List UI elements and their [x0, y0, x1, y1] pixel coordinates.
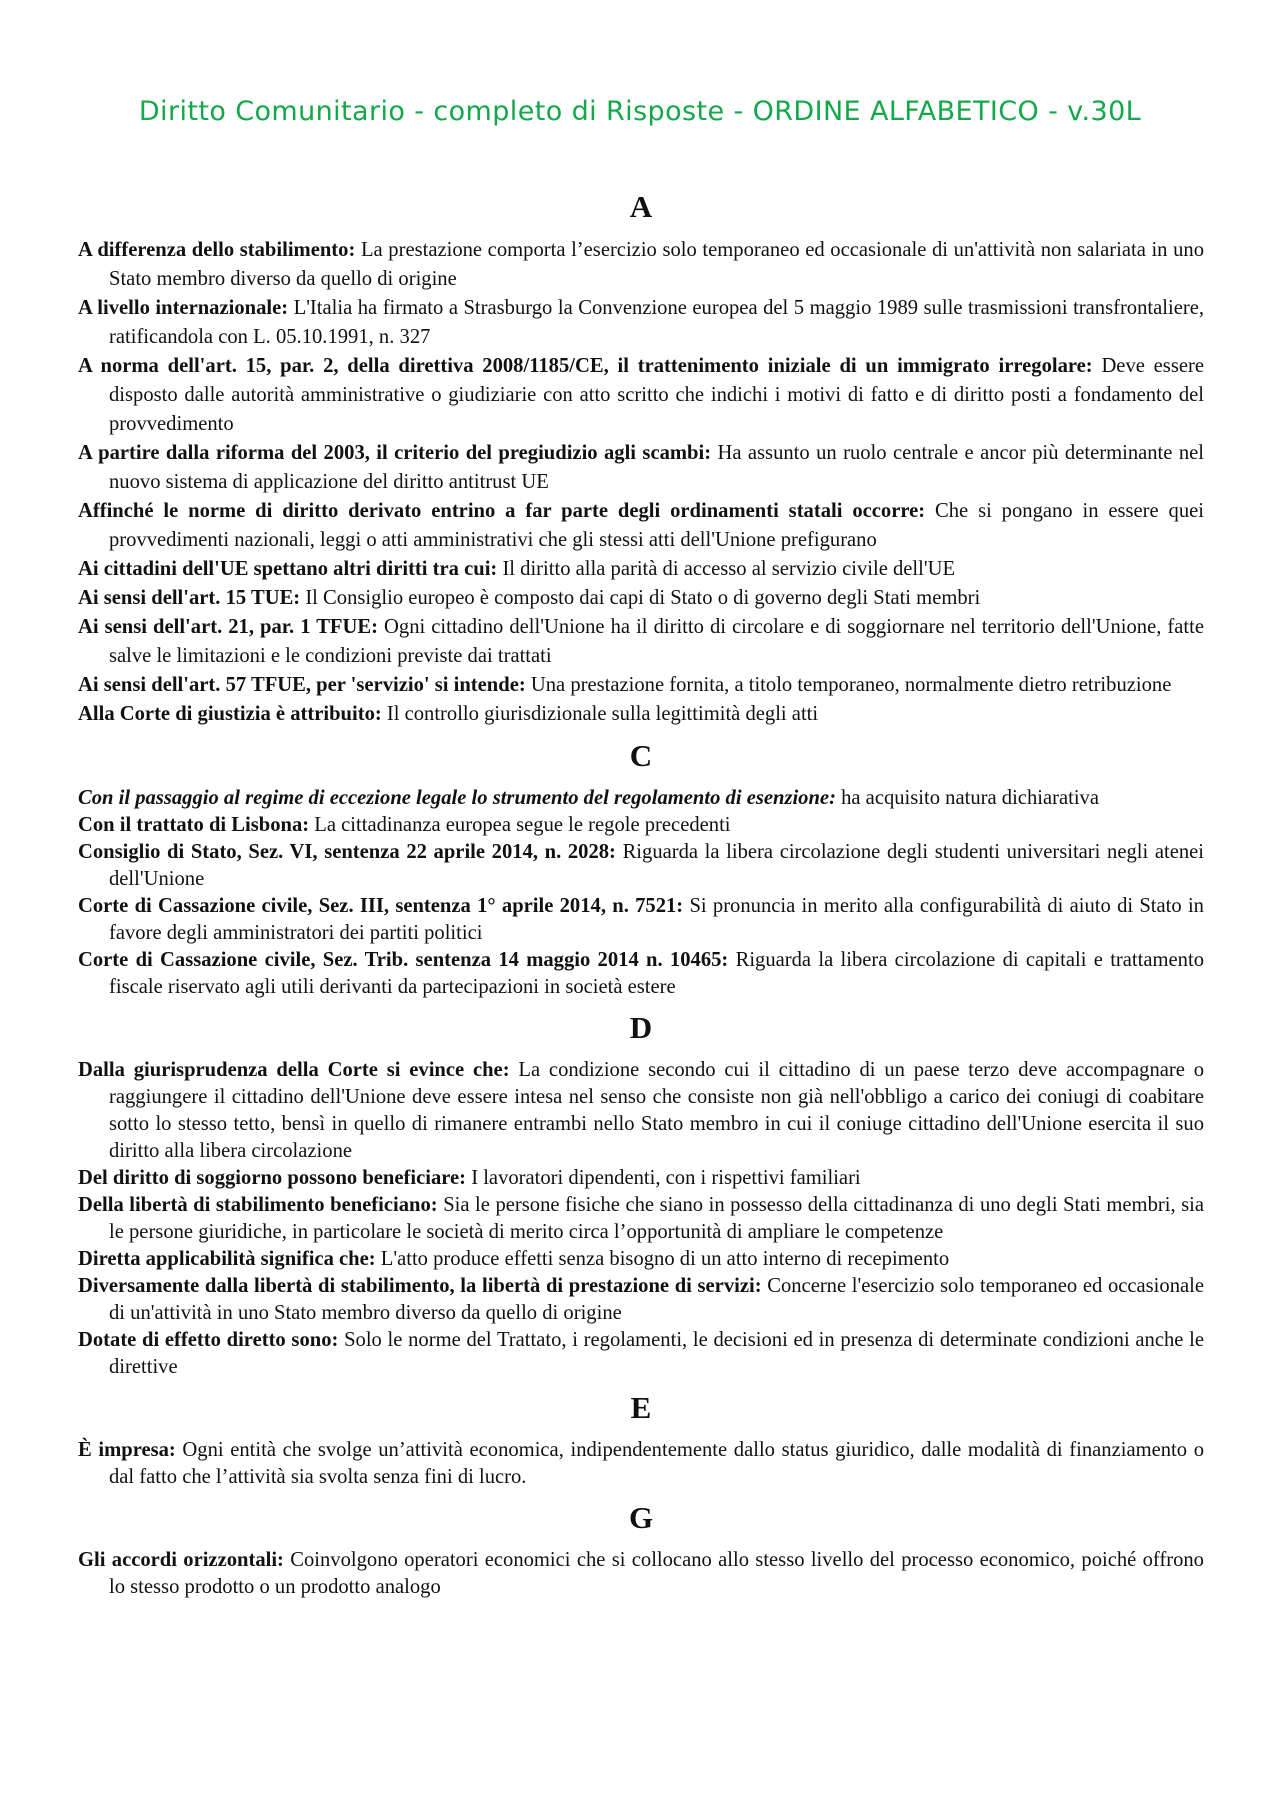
section-a	[78, 186, 1204, 729]
entry-question: A partire dalla riforma del 2003, il criterio del pregiudizio agli scambi:	[78, 442, 712, 464]
qa-entry	[78, 1057, 1204, 1165]
entry-question: Ai sensi dell'art. 15 TUE:	[78, 587, 301, 609]
entry-answer: Coinvolgono operatori economici che si collocano allo stesso livello del processo economico, poiché offrono lo stesso prodotto o un prodotto analogo	[109, 1549, 1204, 1598]
entry-answer: Riguarda la libera circolazione di capitali e trattamento fiscale riservato agli utili derivanti da partecipazioni in società estere	[109, 949, 1204, 998]
qa-entry	[78, 1273, 1204, 1327]
entry-question: Con il passaggio al regime di eccezione legale lo strumento del regolamento di esenzione:	[78, 787, 836, 809]
qa-entry	[78, 812, 1204, 839]
section-letter-heading: G	[628, 1500, 654, 1535]
entry-question: Affinché le norme di diritto derivato entrino a far parte degli ordinamenti statali occorre:	[78, 500, 926, 522]
qa-entry	[78, 893, 1204, 947]
entry-answer: ha acquisito natura dichiarativa	[841, 787, 1099, 809]
entry-question: A livello internazionale:	[78, 297, 289, 319]
entry-answer: La condizione secondo cui il cittadino di un paese terzo deve accompagnare o raggiungere il cittadino dell'Unione deve essere intesa nel senso che consiste non già nell'obbligo a carico dei coniugi di coabitare sotto lo stesso tetto, bensì in quello di rimanere entrambi nello Stato membro in cui il coniuge cittadino dell'Unione esercita il suo diritto alla libera circolazione	[109, 1059, 1204, 1162]
section-c	[78, 735, 1204, 1001]
qa-entry	[78, 1327, 1204, 1381]
qa-entry	[78, 1437, 1204, 1491]
entry-answer: Concerne l'esercizio solo temporaneo ed occasionale di un'attività in uno Stato membro diverso da quello di origine	[109, 1275, 1204, 1324]
section-letter-heading: A	[629, 189, 653, 224]
entry-answer: Solo le norme del Trattato, i regolamenti, le decisioni ed in presenza di determinate condizioni anche le direttive	[109, 1329, 1204, 1378]
entry-answer: Ha assunto un ruolo centrale e ancor più determinante nel nuovo sistema di applicazione del diritto antitrust UE	[109, 442, 1204, 493]
entry-question: Ai sensi dell'art. 57 TFUE, per 'servizio' si intende:	[78, 674, 526, 696]
entry-answer: Sia le persone fisiche che siano in possesso della cittadinanza di uno degli Stati membri, sia le persone giuridiche, in particolare le società di merito circa l’opportunità di ampliare le competenze	[109, 1194, 1205, 1243]
entry-question: Con il trattato di Lisbona:	[78, 814, 310, 836]
entry-answer: Si pronuncia in merito alla configurabilità di aiuto di Stato in favore degli amministratori dei partiti politici	[109, 895, 1204, 944]
document-title: Diritto Comunitario - completo di Risposte - ORDINE ALFABETICO - v.30L	[138, 96, 1142, 127]
entry-question: Dalla giurisprudenza della Corte si evince che:	[78, 1059, 510, 1081]
qa-entry	[78, 947, 1204, 1001]
qa-entry	[78, 555, 1204, 584]
entry-question: Corte di Cassazione civile, Sez. III, sentenza 1° aprile 2014, n. 7521:	[78, 895, 684, 917]
entry-answer: Il controllo giurisdizionale sulla legittimità degli atti	[386, 703, 819, 725]
document-body	[78, 186, 1204, 1601]
qa-entry	[78, 294, 1204, 352]
entry-answer: La cittadinanza europea segue le regole precedenti	[314, 814, 731, 836]
entry-question: È impresa:	[78, 1439, 176, 1461]
entry-question: Diversamente dalla libertà di stabilimento, la libertà di prestazione di servizi:	[78, 1275, 762, 1297]
entry-question: Alla Corte di giustizia è attribuito:	[78, 703, 382, 725]
entry-answer: I lavoratori dipendenti, con i rispettivi familiari	[471, 1167, 861, 1189]
section-d	[78, 1007, 1204, 1381]
entry-question: Consiglio di Stato, Sez. VI, sentenza 22 aprile 2014, n. 2028:	[78, 841, 616, 863]
entry-answer: Ogni entità che svolge un’attività economica, indipendentemente dallo status giuridico, dalle modalità di finanziamento o dal fatto che l’attività sia svolta senza fini di lucro.	[109, 1439, 1204, 1488]
entry-question: Ai cittadini dell'UE spettano altri diritti tra cui:	[78, 558, 498, 580]
qa-entry	[78, 1246, 1204, 1273]
entry-answer: L'atto produce effetti senza bisogno di un atto interno di recepimento	[380, 1248, 950, 1270]
entry-answer: Ogni cittadino dell'Unione ha il diritto di circolare e di soggiornare nel territorio dell'Unione, fatte salve le limitazioni e le condizioni previste dai trattati	[109, 616, 1204, 667]
qa-entry	[78, 613, 1204, 671]
qa-entry	[78, 497, 1204, 555]
qa-entry	[78, 1165, 1204, 1192]
qa-entry	[78, 785, 1204, 812]
section-letter-heading: D	[629, 1010, 653, 1045]
entry-question: Corte di Cassazione civile, Sez. Trib. sentenza 14 maggio 2014 n. 10465:	[78, 949, 729, 971]
entry-answer: L'Italia ha firmato a Strasburgo la Convenzione europea del 5 maggio 1989 sulle trasmissioni transfrontaliere, ratificandola con L. 05.10.1991, n. 327	[109, 297, 1204, 348]
entry-question: Del diritto di soggiorno possono beneficiare:	[78, 1167, 467, 1189]
entry-question: Gli accordi orizzontali:	[78, 1549, 284, 1571]
entry-answer: Una prestazione fornita, a titolo temporaneo, normalmente dietro retribuzione	[530, 674, 1172, 696]
section-letter-heading: E	[630, 1390, 652, 1425]
qa-entry	[78, 1547, 1204, 1601]
section-letter-heading: C	[629, 738, 653, 773]
entry-question: A norma dell'art. 15, par. 2, della direttiva 2008/1185/CE, il trattenimento iniziale di un immigrato irregolare:	[78, 355, 1093, 377]
qa-entry	[78, 584, 1204, 613]
qa-entry	[78, 352, 1204, 439]
entry-answer: Il Consiglio europeo è composto dai capi di Stato o di governo degli Stati membri	[305, 587, 981, 609]
entry-answer: La prestazione comporta l’esercizio solo temporaneo ed occasionale di un'attività non salariata in uno Stato membro diverso da quello di origine	[109, 239, 1204, 290]
qa-entry	[78, 671, 1204, 700]
entry-question: Ai sensi dell'art. 21, par. 1 TFUE:	[78, 616, 378, 638]
entry-answer: Che si pongano in essere quei provvedimenti nazionali, leggi o atti amministrativi che gli stessi atti dell'Unione prefigurano	[109, 500, 1205, 551]
section-g	[78, 1497, 1204, 1601]
entry-answer: Deve essere disposto dalle autorità amministrative o giudiziarie con atto scritto che indichi i motivi di fatto e di diritto posti a fondamento del provvedimento	[109, 355, 1204, 435]
entry-question: Diretta applicabilità significa che:	[78, 1248, 376, 1270]
entry-question: A differenza dello stabilimento:	[78, 239, 356, 261]
entry-answer: Il diritto alla parità di accesso al servizio civile dell'UE	[502, 558, 956, 580]
entry-answer: Riguarda la libera circolazione degli studenti universitari negli atenei dell'Unione	[109, 841, 1204, 890]
qa-entry	[78, 1192, 1204, 1246]
qa-entry	[78, 700, 1204, 729]
entry-question: Dotate di effetto diretto sono:	[78, 1329, 339, 1351]
entry-question: Della libertà di stabilimento beneficiano:	[78, 1194, 438, 1216]
qa-entry	[78, 839, 1204, 893]
qa-entry	[78, 439, 1204, 497]
qa-entry	[78, 236, 1204, 294]
section-e	[78, 1387, 1204, 1491]
